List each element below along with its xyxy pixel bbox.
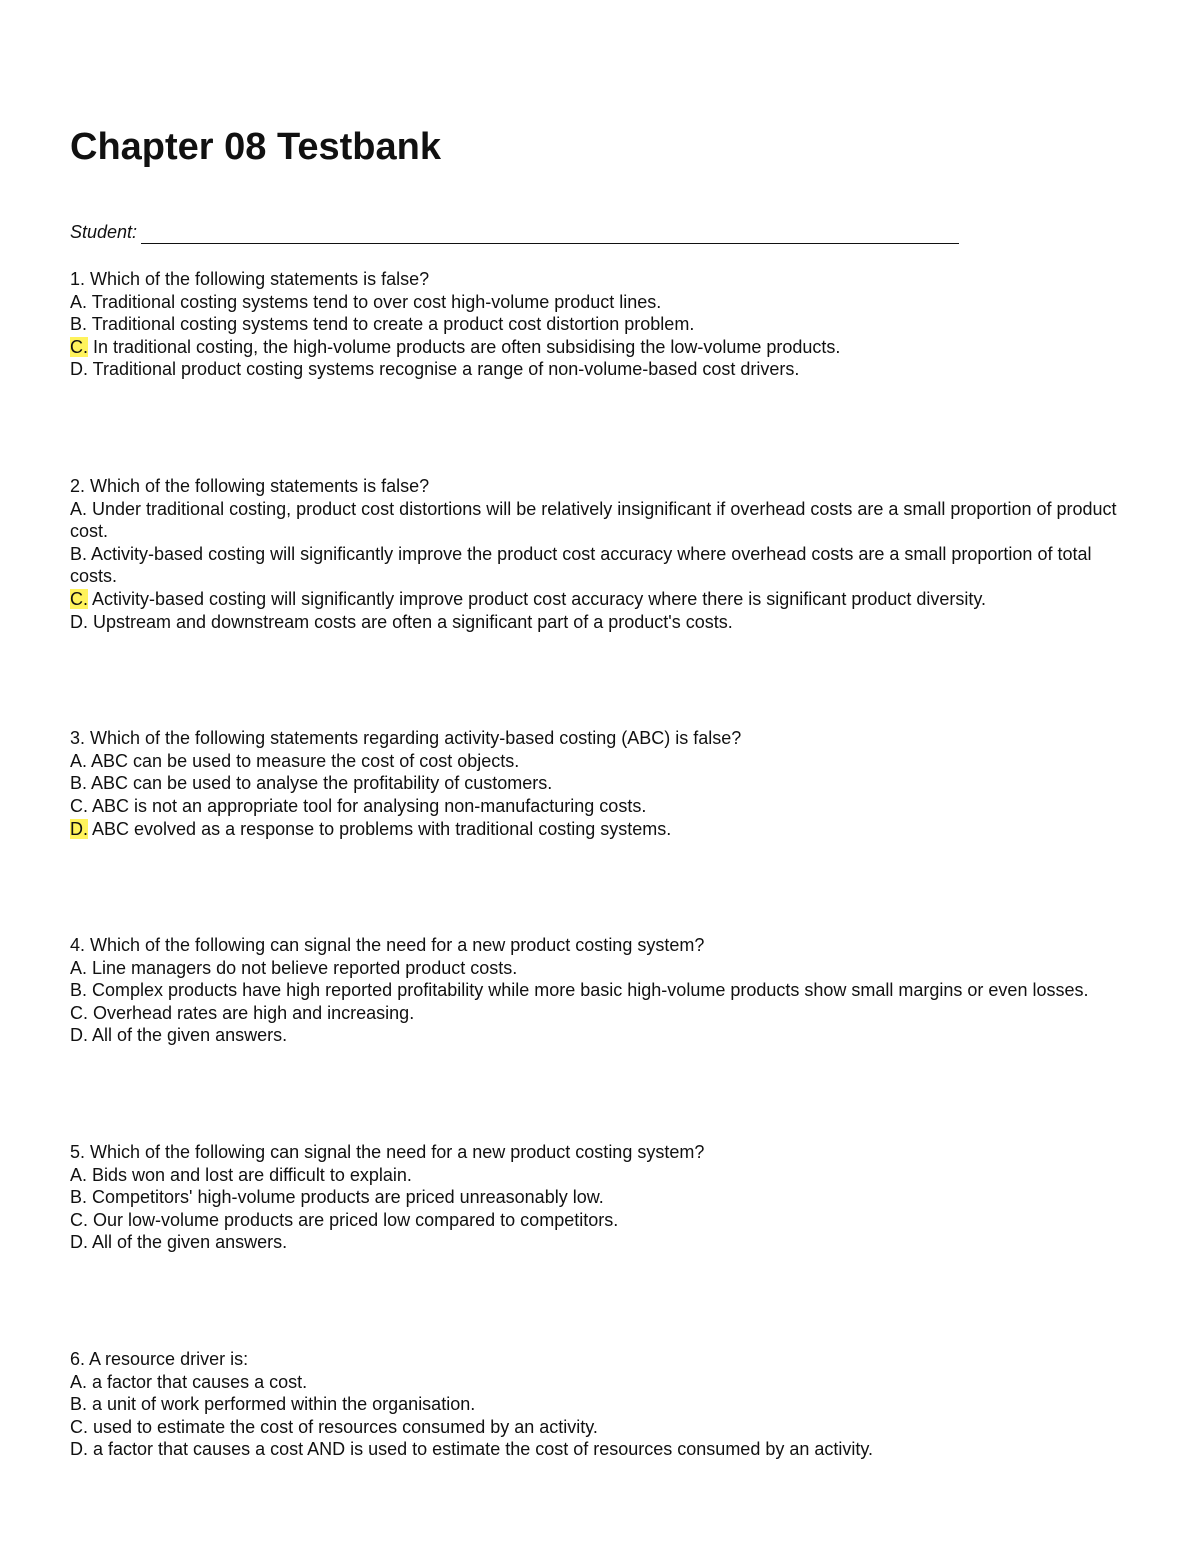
answer-option: [70, 1393, 1130, 1416]
answer-option: [70, 1209, 1130, 1232]
answer-letter: B.: [70, 980, 88, 1001]
answer-text: used to estimate the cost of resources consumed by an activity.: [88, 1416, 598, 1437]
question-stem: 4. Which of the following can signal the need for a new product costing system?: [70, 935, 705, 956]
answer-option: [70, 588, 1130, 611]
answer-letter: D.: [70, 1232, 88, 1253]
answer-option: [70, 750, 1130, 773]
answer-option: [70, 1231, 1130, 1254]
answer-letter: C.: [70, 795, 88, 816]
answer-letter: D.: [70, 1025, 88, 1046]
answer-option: [70, 1371, 1130, 1394]
answer-text: Complex products have high reported profitability while more basic high-volume products show small margins or even losses.: [87, 980, 1089, 1001]
answer-option: [70, 498, 1130, 543]
question-4: [70, 934, 1130, 1047]
answer-option: [70, 1164, 1130, 1187]
answer-text: Bids won and lost are difficult to explain.: [87, 1164, 412, 1185]
answer-text: ABC is not an appropriate tool for analysing non-manufacturing costs.: [88, 795, 647, 816]
answer-option: [70, 611, 1130, 634]
answer-letter: B.: [70, 1394, 88, 1415]
answer-letter: A.: [70, 1164, 88, 1185]
answer-option: [70, 818, 1130, 841]
answer-letter: B.: [70, 543, 88, 564]
answer-letter: D.: [70, 359, 88, 380]
answer-option: [70, 795, 1130, 818]
answer-text: In traditional costing, the high-volume products are often subsidising the low-volume products.: [88, 336, 841, 357]
question-list: [70, 268, 1130, 1555]
question-stem: 3. Which of the following statements regarding activity-based costing (ABC) is false?: [70, 728, 742, 749]
highlighted-answer-letter: D.: [70, 818, 88, 839]
answer-option: [70, 772, 1130, 795]
question-6: [70, 1348, 1130, 1461]
answer-text: Our low-volume products are priced low compared to competitors.: [88, 1209, 619, 1230]
highlighted-answer-letter: C.: [70, 588, 88, 609]
question-1: [70, 268, 1130, 381]
answer-text: Competitors' high-volume products are priced unreasonably low.: [87, 1187, 604, 1208]
answer-letter: A.: [70, 291, 88, 312]
answer-text: Under traditional costing, product cost distortions will be relatively insignificant if overhead costs are a small proportion of product cost.: [70, 498, 1117, 542]
answer-letter: C.: [70, 1209, 88, 1230]
answer-text: Line managers do not believe reported product costs.: [87, 957, 518, 978]
answer-letter: A.: [70, 750, 88, 771]
answer-letter: A.: [70, 1371, 88, 1392]
question-stem: 1. Which of the following statements is false?: [70, 269, 430, 289]
answer-option: [70, 979, 1130, 1002]
answer-text: ABC can be used to analyse the profitability of customers.: [87, 773, 553, 794]
answer-text: Traditional product costing systems recognise a range of non-volume-based cost drivers.: [88, 359, 800, 380]
answer-option: [70, 291, 1130, 314]
answer-text: Traditional costing systems tend to over cost high-volume product lines.: [87, 291, 662, 312]
answer-letter: A.: [70, 498, 88, 519]
answer-text: All of the given answers.: [88, 1025, 288, 1046]
answer-option: [70, 957, 1130, 980]
answer-letter: B.: [70, 773, 88, 794]
answer-text: Overhead rates are high and increasing.: [88, 1002, 415, 1023]
answer-option: [70, 543, 1130, 588]
answer-letter: A.: [70, 957, 88, 978]
answer-option: [70, 1438, 1130, 1461]
answer-letter: D.: [70, 1439, 88, 1460]
answer-text: Activity-based costing will significantly improve the product cost accuracy where overhead costs are a small proportion of total costs.: [70, 543, 1092, 587]
answer-option: [70, 1024, 1130, 1047]
answer-letter: B.: [70, 1187, 88, 1208]
answer-letter: C.: [70, 1416, 88, 1437]
answer-option: [70, 336, 1130, 359]
answer-text: Traditional costing systems tend to create a product cost distortion problem.: [87, 314, 695, 335]
answer-letter: B.: [70, 314, 88, 335]
question-2: [70, 475, 1130, 633]
answer-letter: D.: [70, 611, 88, 632]
answer-text: All of the given answers.: [88, 1232, 288, 1253]
question-stem: 2. Which of the following statements is false?: [70, 475, 430, 496]
answer-text: a factor that causes a cost.: [87, 1371, 308, 1392]
answer-text: ABC evolved as a response to problems with traditional costing systems.: [88, 818, 672, 839]
answer-option: [70, 1416, 1130, 1439]
answer-letter: C.: [70, 1002, 88, 1023]
page-title: Chapter 08 Testbank: [70, 126, 441, 168]
answer-option: [70, 1002, 1130, 1025]
answer-option: [70, 313, 1130, 336]
question-stem: 6. A resource driver is:: [70, 1349, 249, 1370]
answer-text: Activity-based costing will significantly improve product cost accuracy where there is significant product diversity.: [88, 588, 987, 609]
answer-text: a factor that causes a cost AND is used to estimate the cost of resources consumed by an activity.: [88, 1439, 874, 1460]
answer-text: a unit of work performed within the organisation.: [87, 1394, 476, 1415]
answer-text: Upstream and downstream costs are often a significant part of a product's costs.: [88, 611, 733, 632]
answer-text: ABC can be used to measure the cost of cost objects.: [87, 750, 520, 771]
answer-option: [70, 358, 1130, 381]
highlighted-answer-letter: C.: [70, 336, 88, 357]
question-3: [70, 727, 1130, 840]
question-5: [70, 1141, 1130, 1254]
student-label: Student:: [70, 222, 138, 242]
answer-option: [70, 1186, 1130, 1209]
question-stem: 5. Which of the following can signal the need for a new product costing system?: [70, 1142, 705, 1163]
student-name-blank: [141, 223, 959, 244]
student-field: [70, 220, 970, 244]
